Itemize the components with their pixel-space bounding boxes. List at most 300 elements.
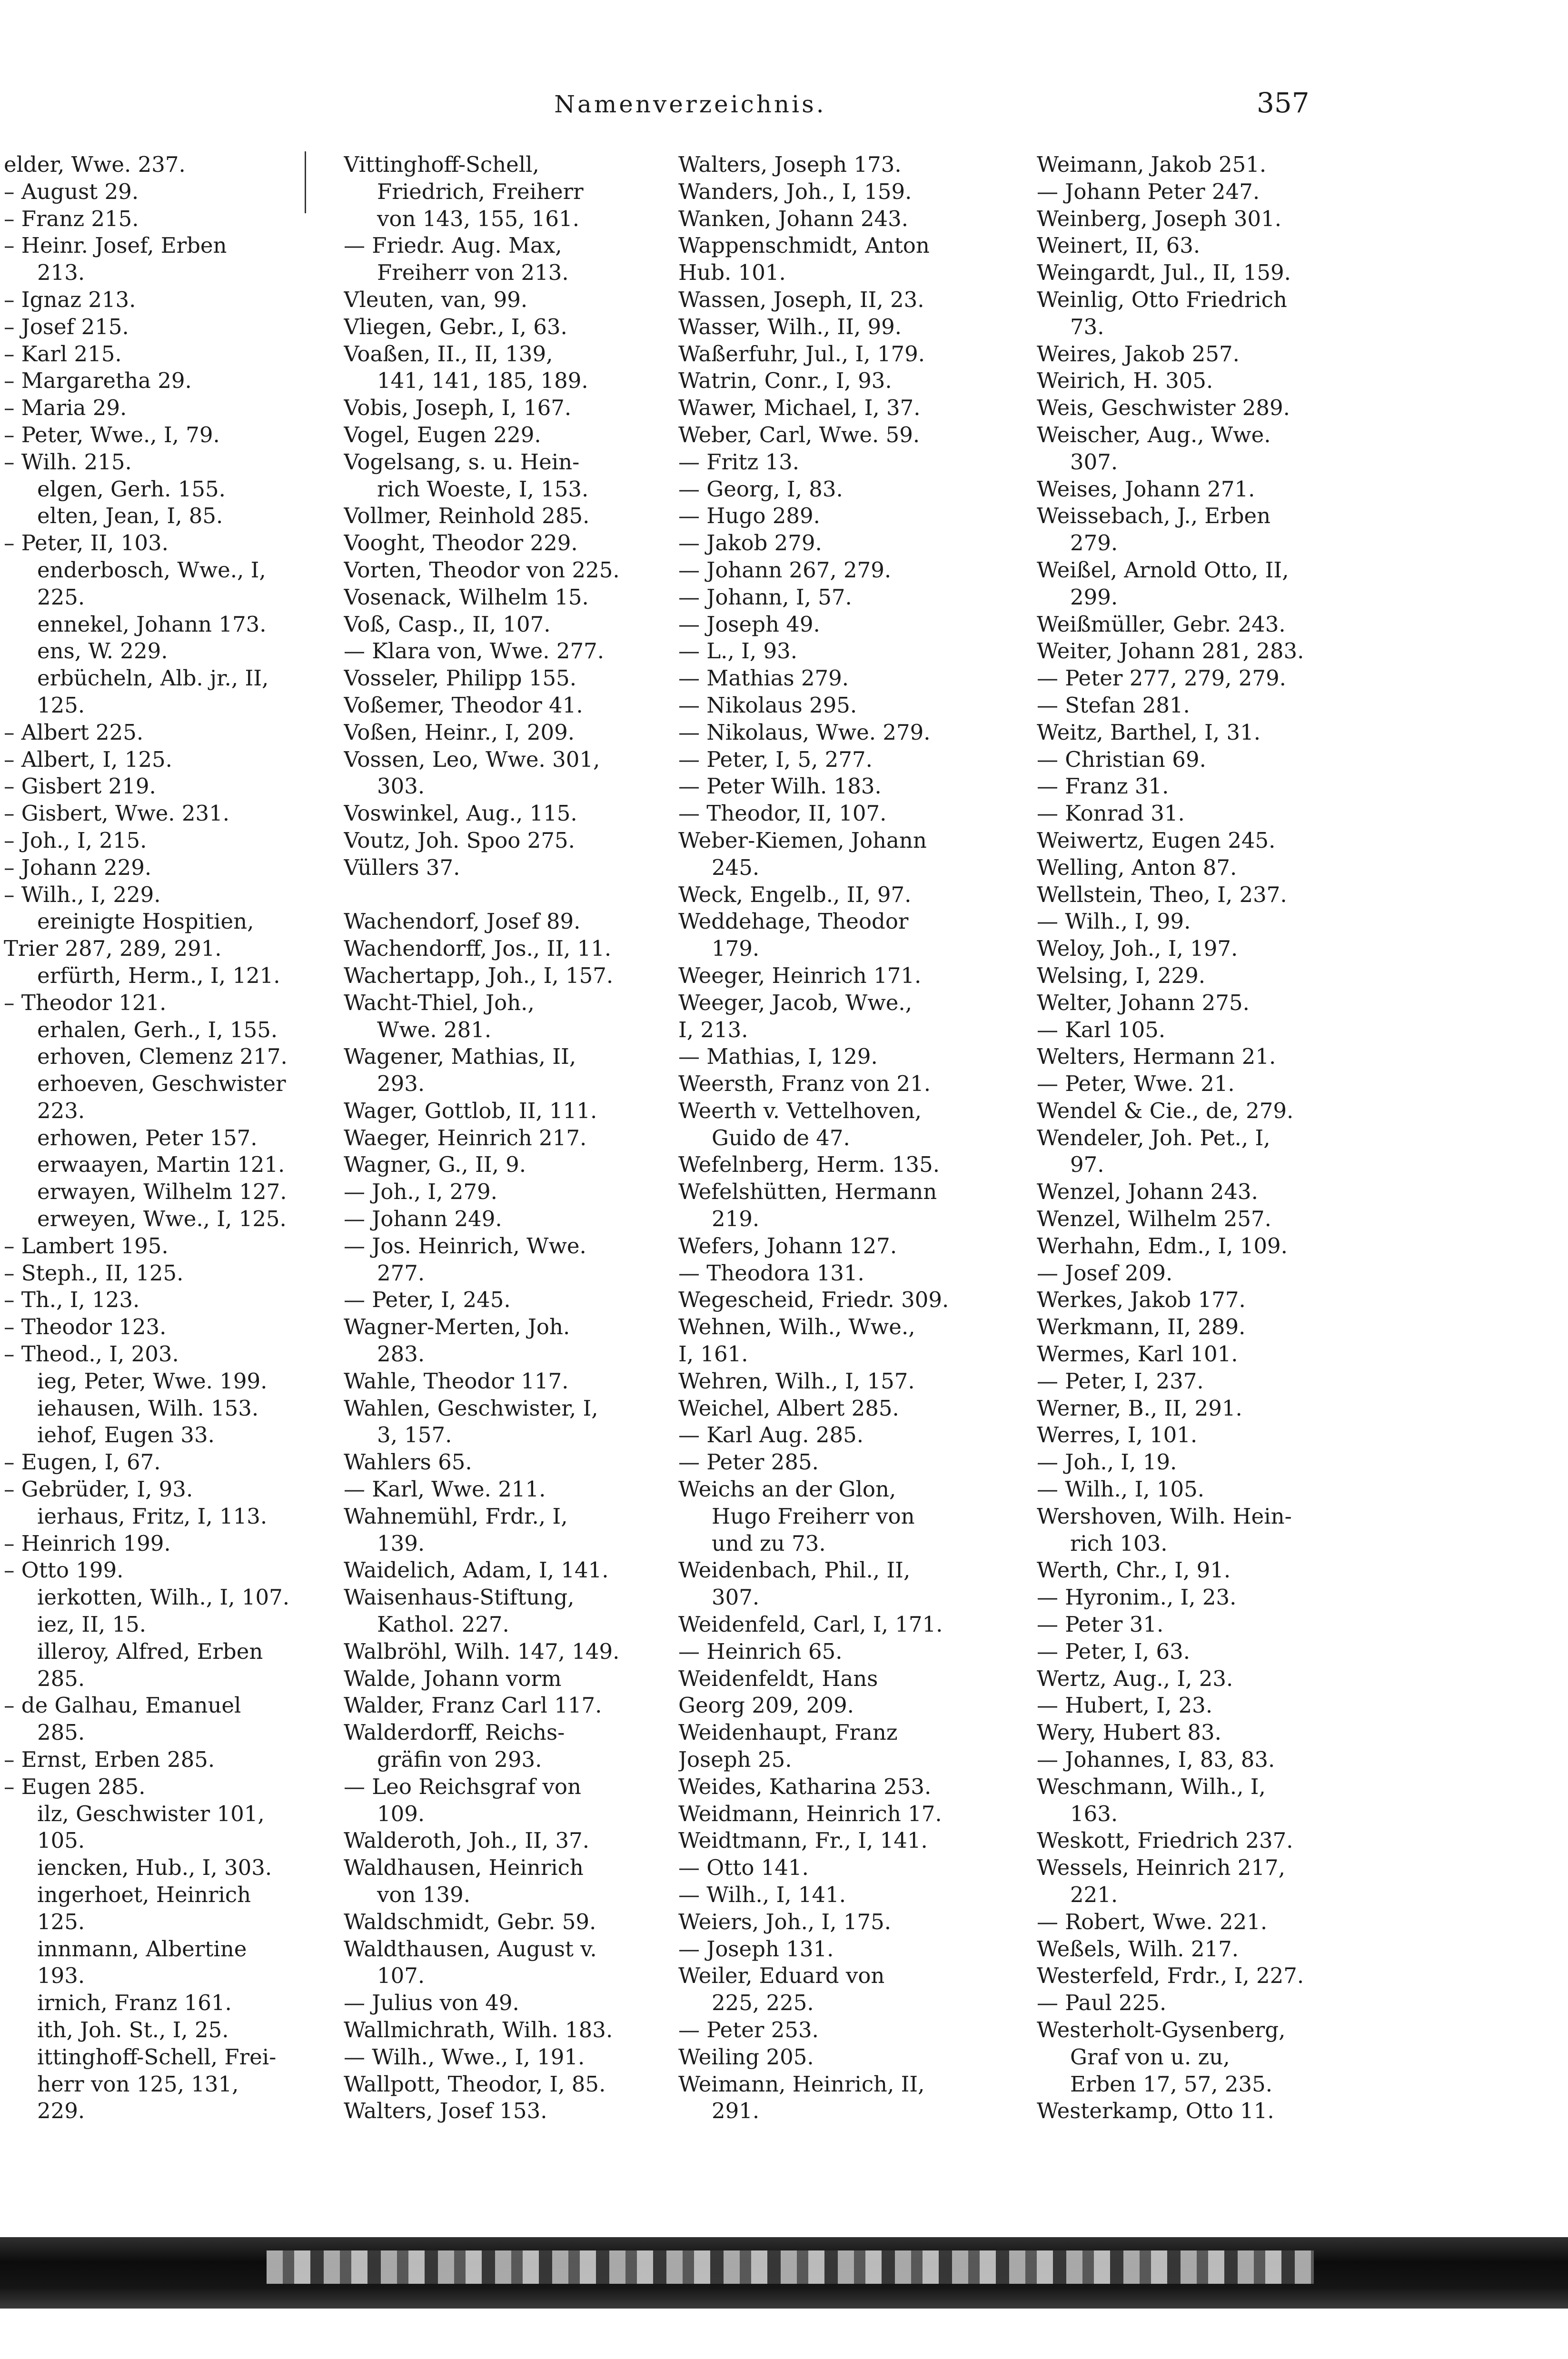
index-entry-line: Weiwertz, Eugen 245.: [1037, 827, 1276, 853]
index-entry-line: Westerholt-Gysenberg,: [1037, 2017, 1286, 2042]
index-entry-line: ingerhoet, Heinrich: [37, 1882, 251, 1907]
index-entry-line: 285.: [37, 1720, 85, 1745]
page-number: 357: [1257, 87, 1310, 119]
index-entry-line: — Nikolaus, Wwe. 279.: [678, 719, 931, 745]
index-entry-line: Hub. 101.: [678, 260, 786, 286]
index-entry-line: Wasser, Wilh., II, 99.: [678, 314, 902, 339]
index-entry-line: — Klara von, Wwe. 277.: [344, 638, 605, 664]
index-entry-line: Vittinghoff-Schell,: [344, 152, 539, 177]
index-entry-line: Vosseler, Philipp 155.: [344, 665, 577, 691]
index-entry-line: Georg 209, 209.: [678, 1693, 854, 1718]
page-title: Namenverzeichnis.: [554, 90, 826, 118]
index-entry-line: Wawer, Michael, I, 37.: [678, 395, 921, 421]
index-entry-line: ereinigte Hospitien,: [37, 909, 254, 934]
index-entry-line: — Hyronim., I, 23.: [1037, 1585, 1237, 1610]
index-entry-line: — Johann 267, 279.: [678, 557, 892, 583]
index-entry-line: – Josef 215.: [4, 314, 129, 339]
index-entry-line: Wahle, Theodor 117.: [344, 1368, 569, 1394]
index-entry-line: — Nikolaus 295.: [678, 692, 857, 718]
index-entry-line: — Leo Reichsgraf von: [344, 1774, 581, 1799]
index-entry-line: Friedrich, Freiherr: [377, 178, 584, 204]
index-entry-line: — Wilh., I, 105.: [1037, 1477, 1205, 1502]
index-entry-line: Weischer, Aug., Wwe.: [1037, 422, 1271, 447]
index-entry-line: – Heinrich 199.: [4, 1530, 171, 1556]
index-entry-line: erhoven, Clemenz 217.: [37, 1044, 288, 1070]
index-entry-line: Weissebach, J., Erben: [1037, 503, 1271, 529]
index-entry-line: Wanders, Joh., I, 159.: [678, 178, 912, 204]
index-entry-line: – Peter, II, 103.: [4, 530, 169, 556]
index-entry-line: Waldschmidt, Gebr. 59.: [344, 1909, 596, 1934]
index-entry-line: Wappenschmidt, Anton: [678, 233, 930, 258]
index-entry-line: Waidelich, Adam, I, 141.: [344, 1557, 609, 1583]
index-entry-line: Vorten, Theodor von 225.: [344, 557, 620, 583]
index-entry-line: — Joh., I, 279.: [344, 1179, 497, 1205]
index-entry-line: Watrin, Conr., I, 93.: [678, 368, 892, 394]
index-entry-line: Weises, Johann 271.: [1037, 476, 1255, 502]
index-entry-line: Wachendorff, Jos., II, 11.: [344, 936, 612, 961]
index-entry-line: 229.: [37, 2098, 85, 2124]
index-entry-line: 125.: [37, 1909, 85, 1934]
index-entry-line: — Peter, I, 237.: [1037, 1368, 1204, 1394]
index-entry-line: iehausen, Wilh. 153.: [37, 1395, 259, 1421]
index-entry-line: Wershoven, Wilh. Hein-: [1037, 1503, 1292, 1529]
index-entry-line: und zu 73.: [712, 1530, 826, 1556]
index-entry-line: Weides, Katharina 253.: [678, 1774, 932, 1799]
index-entry-line: illeroy, Alfred, Erben: [37, 1638, 263, 1664]
index-entry-line: Westerkamp, Otto 11.: [1037, 2098, 1274, 2124]
index-entry-line: – Wilh. 215.: [4, 449, 132, 475]
index-entry-line: – de Galhau, Emanuel: [4, 1693, 241, 1718]
index-entry-line: — Mathias, I, 129.: [678, 1044, 878, 1070]
index-entry-line: — Theodora 131.: [678, 1260, 864, 1286]
page-header: [0, 87, 1568, 133]
index-entry-line: — Konrad 31.: [1037, 801, 1185, 826]
index-entry-line: 221.: [1070, 1882, 1118, 1907]
index-entry-line: Weitz, Barthel, I, 31.: [1037, 719, 1261, 745]
index-entry-line: Wagener, Mathias, II,: [344, 1044, 576, 1070]
index-entry-line: innmann, Albertine: [37, 1936, 247, 1962]
index-entry-line: Wehren, Wilh., I, 157.: [678, 1368, 915, 1394]
index-entry-line: Wahlen, Geschwister, I,: [344, 1395, 598, 1421]
index-entry-line: Wery, Hubert 83.: [1037, 1720, 1221, 1745]
index-entry-line: Weidmann, Heinrich 17.: [678, 1801, 942, 1826]
index-entry-line: ennekel, Johann 173.: [37, 611, 267, 637]
index-entry-line: – Johann 229.: [4, 854, 152, 880]
index-entry-line: herr von 125, 131,: [37, 2071, 239, 2097]
index-entry-line: 193.: [37, 1963, 85, 1989]
index-entry-line: Walder, Franz Carl 117.: [344, 1693, 602, 1718]
index-entry-line: Wehnen, Wilh., Wwe.,: [678, 1314, 915, 1340]
index-entry-line: Vliegen, Gebr., I, 63.: [344, 314, 567, 339]
index-entry-line: — Fritz 13.: [678, 449, 800, 475]
index-entry-line: — Johann Peter 247.: [1037, 178, 1260, 204]
index-entry-line: Waisenhaus-Stiftung,: [344, 1585, 575, 1610]
index-entry-line: — Friedr. Aug. Max,: [344, 233, 562, 258]
index-entry-line: Werhahn, Edm., I, 109.: [1037, 1233, 1288, 1259]
index-entry-line: Vogelsang, s. u. Hein-: [344, 449, 580, 475]
index-entry-line: 291.: [712, 2098, 760, 2124]
index-entry-line: Werkmann, II, 289.: [1037, 1314, 1246, 1340]
index-entry-line: Wacht-Thiel, Joh.,: [344, 990, 535, 1015]
index-entry-line: Walderdorff, Reichs-: [344, 1720, 565, 1745]
index-entry-line: Vosenack, Wilhelm 15.: [344, 584, 589, 610]
index-entry-line: Welters, Hermann 21.: [1037, 1044, 1276, 1070]
index-entry-line: – Margaretha 29.: [4, 368, 192, 394]
index-entry-line: – Lambert 195.: [4, 1233, 169, 1259]
index-entry-line: Walderoth, Joh., II, 37.: [344, 1828, 590, 1854]
index-entry-line: Freiherr von 213.: [377, 260, 569, 286]
index-entry-line: Westerfeld, Frdr., I, 227.: [1037, 1963, 1304, 1989]
index-entry-line: Weddehage, Theodor: [678, 909, 909, 934]
index-entry-line: irnich, Franz 161.: [37, 1990, 232, 2016]
index-entry-line: 245.: [712, 854, 760, 880]
index-entry-line: Weinert, II, 63.: [1037, 233, 1201, 258]
index-entry-line: 225, 225.: [712, 1990, 814, 2016]
index-entry-line: 97.: [1070, 1152, 1104, 1178]
index-entry-line: Voßen, Heinr., I, 209.: [344, 719, 575, 745]
index-entry-line: Weißel, Arnold Otto, II,: [1037, 557, 1289, 583]
index-entry-line: rich 103.: [1070, 1530, 1168, 1556]
index-entry-line: Wanken, Johann 243.: [678, 206, 909, 231]
index-entry-line: Weires, Jakob 257.: [1037, 341, 1240, 367]
index-entry-line: — Robert, Wwe. 221.: [1037, 1909, 1268, 1934]
index-entry-line: Vobis, Joseph, I, 167.: [344, 395, 572, 421]
index-entry-line: Weichs an der Glon,: [678, 1477, 896, 1502]
index-entry-line: Weschmann, Wilh., I,: [1037, 1774, 1266, 1799]
index-entry-line: Welter, Johann 275.: [1037, 990, 1250, 1015]
index-entry-line: 125.: [37, 692, 85, 718]
index-entry-line: Walbröhl, Wilh. 147, 149.: [344, 1638, 620, 1664]
index-entry-line: – Eugen 285.: [4, 1774, 146, 1799]
index-entry-line: Weinlig, Otto Friedrich: [1037, 287, 1287, 312]
index-entry-line: Werkes, Jakob 177.: [1037, 1287, 1246, 1313]
index-entry-line: — Joh., I, 19.: [1037, 1449, 1177, 1475]
index-entry-line: von 143, 155, 161.: [377, 206, 579, 231]
index-entry-line: Vossen, Leo, Wwe. 301,: [344, 746, 600, 772]
index-entry-line: Weirich, H. 305.: [1037, 368, 1213, 394]
index-entry-line: Vogel, Eugen 229.: [344, 422, 541, 447]
index-entry-line: Walters, Josef 153.: [344, 2098, 547, 2124]
index-entry-line: – Gisbert, Wwe. 231.: [4, 801, 230, 826]
index-entry-line: Weimann, Jakob 251.: [1037, 152, 1267, 177]
index-entry-line: — Christian 69.: [1037, 746, 1206, 772]
index-entry-line: — Stefan 281.: [1037, 692, 1190, 718]
index-entry-line: 279.: [1070, 530, 1118, 556]
index-entry-line: Wallpott, Theodor, I, 85.: [344, 2071, 606, 2097]
index-entry-line: — Peter, I, 245.: [344, 1287, 511, 1313]
index-entry-line: Weidenhaupt, Franz: [678, 1720, 898, 1745]
index-entry-line: Weßels, Wilh. 217.: [1037, 1936, 1239, 1962]
index-entry-line: Kathol. 227.: [377, 1612, 509, 1637]
index-entry-line: 139.: [377, 1530, 425, 1556]
index-entry-line: ens, W. 229.: [37, 638, 168, 664]
index-entry-line: – Otto 199.: [4, 1557, 124, 1583]
index-entry-line: Weiling 205.: [678, 2044, 814, 2070]
index-entry-line: Weloy, Joh., I, 197.: [1037, 936, 1238, 961]
index-entry-line: Welling, Anton 87.: [1037, 854, 1237, 880]
index-entry-line: I, 161.: [678, 1341, 748, 1367]
index-entry-line: enderbosch, Wwe., I,: [37, 557, 266, 583]
index-entry-line: Weber-Kiemen, Johann: [678, 827, 927, 853]
index-entry-line: 179.: [712, 936, 760, 961]
index-entry-line: Wermes, Karl 101.: [1037, 1341, 1238, 1367]
index-entry-line: elten, Jean, I, 85.: [37, 503, 223, 529]
index-entry-line: erhalen, Gerh., I, 155.: [37, 1017, 278, 1042]
index-column-3: [678, 151, 988, 2151]
index-entry-line: 107.: [377, 1963, 425, 1989]
index-entry-line: Weidenfeldt, Hans: [678, 1665, 878, 1691]
index-entry-line: Waeger, Heinrich 217.: [344, 1125, 587, 1150]
index-entry-line: Werres, I, 101.: [1037, 1422, 1198, 1448]
index-entry-line: Wachendorf, Josef 89.: [344, 909, 581, 934]
index-entry-line: — Peter 253.: [678, 2017, 819, 2042]
index-entry-line: — Karl Aug. 285.: [678, 1422, 864, 1448]
index-entry-line: Vollmer, Reinhold 285.: [344, 503, 590, 529]
index-entry-line: — Peter, Wwe. 21.: [1037, 1071, 1235, 1097]
index-entry-line: 105.: [37, 1828, 85, 1854]
index-entry-line: 109.: [377, 1801, 425, 1826]
index-entry-line: Voswinkel, Aug., 115.: [344, 801, 577, 826]
index-entry-line: Graf von u. zu,: [1070, 2044, 1230, 2070]
index-entry-line: 303.: [377, 773, 425, 799]
index-entry-line: — Jos. Heinrich, Wwe.: [344, 1233, 586, 1259]
index-column-4: [1037, 151, 1370, 2151]
index-entry-line: Waldhausen, Heinrich: [344, 1855, 584, 1881]
index-entry-line: — Peter 277, 279, 279.: [1037, 665, 1286, 691]
index-entry-line: — Peter 31.: [1037, 1612, 1164, 1637]
index-entry-line: — Peter, I, 5, 277.: [678, 746, 873, 772]
index-entry-line: – Wilh., I, 229.: [4, 882, 161, 907]
index-entry-line: Weidenbach, Phil., II,: [678, 1557, 911, 1583]
index-entry-line: 73.: [1070, 314, 1104, 339]
index-entry-line: – Joh., I, 215.: [4, 827, 147, 853]
index-entry-line: Weichel, Albert 285.: [678, 1395, 899, 1421]
index-entry-line: 3, 157.: [377, 1422, 452, 1448]
index-entry-line: Weber, Carl, Wwe. 59.: [678, 422, 920, 447]
index-entry-line: Wenzel, Johann 243.: [1037, 1179, 1258, 1205]
index-entry-line: — Josef 209.: [1037, 1260, 1173, 1286]
index-entry-line: Wagner, G., II, 9.: [344, 1152, 526, 1178]
index-entry-line: Weißmüller, Gebr. 243.: [1037, 611, 1286, 637]
index-entry-line: 213.: [37, 260, 85, 286]
index-entry-line: rich Woeste, I, 153.: [377, 476, 589, 502]
index-entry-line: elgen, Gerh. 155.: [37, 476, 226, 502]
index-entry-line: 163.: [1070, 1801, 1118, 1826]
index-entry-line: Voßemer, Theodor 41.: [344, 692, 583, 718]
index-entry-line: Walde, Johann vorm: [344, 1665, 562, 1691]
index-entry-line: 141, 141, 185, 189.: [377, 368, 588, 394]
index-entry-line: Weinberg, Joseph 301.: [1037, 206, 1282, 231]
index-entry-line: erhowen, Peter 157.: [37, 1125, 258, 1150]
index-entry-line: Weingardt, Jul., II, 159.: [1037, 260, 1291, 286]
index-entry-line: erhoeven, Geschwister: [37, 1071, 286, 1097]
index-entry-line: – Albert 225.: [4, 719, 144, 745]
index-entry-line: – Peter, Wwe., I, 79.: [4, 422, 220, 447]
index-entry-line: — Johannes, I, 83, 83.: [1037, 1747, 1275, 1773]
index-entry-line: Hugo Freiherr von: [712, 1503, 915, 1529]
scan-edge-strip: [267, 2250, 1314, 2284]
index-entry-line: Wefers, Johann 127.: [678, 1233, 897, 1259]
index-entry-line: — Peter Wilh. 183.: [678, 773, 882, 799]
index-entry-line: Weimann, Heinrich, II,: [678, 2071, 925, 2097]
index-entry-line: ieg, Peter, Wwe. 199.: [37, 1368, 268, 1394]
index-entry-line: Wessels, Heinrich 217,: [1037, 1855, 1285, 1881]
index-entry-line: – August 29.: [4, 178, 139, 204]
index-entry-line: – Ignaz 213.: [4, 287, 136, 312]
index-entry-line: — Joseph 49.: [678, 611, 820, 637]
index-entry-line: — Theodor, II, 107.: [678, 801, 887, 826]
index-entry-line: – Gebrüder, I, 93.: [4, 1477, 193, 1502]
index-entry-line: gräfin von 293.: [377, 1747, 542, 1773]
index-entry-line: erbücheln, Alb. jr., II,: [37, 665, 269, 691]
index-entry-line: Weiter, Johann 281, 283.: [1037, 638, 1304, 664]
index-entry-line: von 139.: [377, 1882, 470, 1907]
index-entry-line: – Theod., I, 203.: [4, 1341, 179, 1367]
index-entry-line: Vleuten, van, 99.: [344, 287, 528, 312]
index-entry-line: — Peter 285.: [678, 1449, 819, 1475]
index-entry-line: — Wilh., I, 141.: [678, 1882, 846, 1907]
index-entry-line: ith, Joh. St., I, 25.: [37, 2017, 229, 2042]
index-entry-line: – Theodor 123.: [4, 1314, 167, 1340]
index-entry-line: – Th., I, 123.: [4, 1287, 140, 1313]
index-entry-line: 307.: [1070, 449, 1118, 475]
index-entry-line: Weeger, Heinrich 171.: [678, 962, 922, 988]
index-entry-line: – Heinr. Josef, Erben: [4, 233, 227, 258]
index-entry-line: [344, 882, 653, 909]
index-entry-line: I, 213.: [678, 1017, 748, 1042]
index-entry-line: ilz, Geschwister 101,: [37, 1801, 265, 1826]
index-entry-line: Walters, Joseph 173.: [678, 152, 902, 177]
index-entry-line: Weeger, Jacob, Wwe.,: [678, 990, 913, 1015]
index-entry-line: Weiler, Eduard von: [678, 1963, 885, 1989]
index-entry-line: 277.: [377, 1260, 425, 1286]
index-entry-line: Wachertapp, Joh., I, 157.: [344, 962, 614, 988]
index-entry-line: erwayen, Wilhelm 127.: [37, 1179, 287, 1205]
index-entry-line: Guido de 47.: [712, 1125, 850, 1150]
index-entry-line: Weiers, Joh., I, 175.: [678, 1909, 892, 1934]
index-entry-line: Voß, Casp., II, 107.: [344, 611, 551, 637]
index-entry-line: — Johann, I, 57.: [678, 584, 852, 610]
index-column-1: [4, 151, 308, 2151]
index-entry-line: – Ernst, Erben 285.: [4, 1747, 215, 1773]
index-entry-line: 307.: [712, 1585, 760, 1610]
index-entry-line: Voutz, Joh. Spoo 275.: [344, 827, 575, 853]
index-entry-line: Weersth, Franz von 21.: [678, 1071, 931, 1097]
index-entry-line: Wendel & Cie., de, 279.: [1037, 1098, 1294, 1123]
index-entry-line: – Franz 215.: [4, 206, 139, 231]
index-entry-line: — Georg, I, 83.: [678, 476, 843, 502]
index-entry-line: – Albert, I, 125.: [4, 746, 172, 772]
index-entry-line: Weidenfeld, Carl, I, 171.: [678, 1612, 943, 1637]
index-entry-line: Vüllers 37.: [344, 854, 460, 880]
index-entry-line: Weerth v. Vettelhoven,: [678, 1098, 922, 1123]
index-entry-line: Wefelnberg, Herm. 135.: [678, 1152, 940, 1178]
index-entry-line: iencken, Hub., I, 303.: [37, 1855, 272, 1881]
index-entry-line: — Mathias 279.: [678, 665, 849, 691]
index-entry-line: Wallmichrath, Wilh. 183.: [344, 2017, 613, 2042]
index-entry-line: – Maria 29.: [4, 395, 127, 421]
index-entry-line: erfürth, Herm., I, 121.: [37, 962, 280, 988]
index-entry-line: 299.: [1070, 584, 1118, 610]
index-entry-line: Wahlers 65.: [344, 1449, 472, 1475]
index-entry-line: — Peter, I, 63.: [1037, 1638, 1191, 1664]
index-entry-line: — Hugo 289.: [678, 503, 820, 529]
index-entry-line: 283.: [377, 1341, 425, 1367]
index-entry-line: erwaayen, Martin 121.: [37, 1152, 285, 1178]
index-entry-line: Weidtmann, Fr., I, 141.: [678, 1828, 928, 1854]
index-entry-line: — Karl 105.: [1037, 1017, 1166, 1042]
index-entry-line: ierkotten, Wilh., I, 107.: [37, 1585, 290, 1610]
index-entry-line: Weis, Geschwister 289.: [1037, 395, 1290, 421]
index-entry-line: ierhaus, Fritz, I, 113.: [37, 1503, 268, 1529]
index-entry-line: Werth, Chr., I, 91.: [1037, 1557, 1231, 1583]
index-entry-line: Erben 17, 57, 235.: [1070, 2071, 1273, 2097]
index-entry-line: 223.: [37, 1098, 85, 1123]
index-entry-line: — Karl, Wwe. 211.: [344, 1477, 546, 1502]
index-entry-line: Joseph 25.: [678, 1747, 792, 1773]
index-entry-line: — Otto 141.: [678, 1855, 809, 1881]
index-entry-line: Waldthausen, August v.: [344, 1936, 597, 1962]
index-entry-line: Wefelshütten, Hermann: [678, 1179, 937, 1205]
index-entry-line: — Julius von 49.: [344, 1990, 519, 2016]
index-entry-line: 285.: [37, 1665, 85, 1691]
index-entry-line: Waßerfuhr, Jul., I, 179.: [678, 341, 925, 367]
index-entry-line: Wegescheid, Friedr. 309.: [678, 1287, 949, 1313]
index-entry-line: 293.: [377, 1071, 425, 1097]
index-entry-line: iez, II, 15.: [37, 1612, 147, 1637]
index-entry-line: Trier 287, 289, 291.: [4, 936, 222, 961]
index-entry-line: Wertz, Aug., I, 23.: [1037, 1665, 1233, 1691]
index-entry-line: — Joseph 131.: [678, 1936, 834, 1962]
index-entry-line: – Eugen, I, 67.: [4, 1449, 161, 1475]
index-entry-line: Wager, Gottlob, II, 111.: [344, 1098, 597, 1123]
index-entry-line: — Hubert, I, 23.: [1037, 1693, 1213, 1718]
index-entry-line: Wassen, Joseph, II, 23.: [678, 287, 924, 312]
index-entry-line: Wwe. 281.: [377, 1017, 492, 1042]
index-entry-line: elder, Wwe. 237.: [4, 152, 186, 177]
index-entry-line: — Paul 225.: [1037, 1990, 1167, 2016]
index-entry-line: Werner, B., II, 291.: [1037, 1395, 1242, 1421]
index-entry-line: 219.: [712, 1206, 760, 1232]
index-entry-line: Wellstein, Theo, I, 237.: [1037, 882, 1287, 907]
index-entry-line: erweyen, Wwe., I, 125.: [37, 1206, 287, 1232]
index-entry-line: — Wilh., I, 99.: [1037, 909, 1191, 934]
index-entry-line: — Wilh., Wwe., I, 191.: [344, 2044, 585, 2070]
index-entry-line: Welsing, I, 229.: [1037, 962, 1206, 988]
index-entry-line: – Gisbert 219.: [4, 773, 156, 799]
index-column-2: [344, 151, 653, 2151]
index-entry-line: Wahnemühl, Frdr., I,: [344, 1503, 568, 1529]
index-entry-line: – Theodor 121.: [4, 990, 167, 1015]
index-entry-line: Wendeler, Joh. Pet., I,: [1037, 1125, 1270, 1150]
index-entry-line: Wagner-Merten, Joh.: [344, 1314, 570, 1340]
index-entry-line: — Heinrich 65.: [678, 1638, 843, 1664]
index-entry-line: Wenzel, Wilhelm 257.: [1037, 1206, 1271, 1232]
index-entry-line: — Franz 31.: [1037, 773, 1169, 799]
index-entry-line: — Jakob 279.: [678, 530, 822, 556]
index-entry-line: iehof, Eugen 33.: [37, 1422, 215, 1448]
index-entry-line: Voaßen, II., II, 139,: [344, 341, 553, 367]
index-entry-line: – Steph., II, 125.: [4, 1260, 184, 1286]
index-entry-line: Weck, Engelb., II, 97.: [678, 882, 912, 907]
index-entry-line: Vooght, Theodor 229.: [344, 530, 578, 556]
index-entry-line: — L., I, 93.: [678, 638, 798, 664]
index-entry-line: ittinghoff-Schell, Frei-: [37, 2044, 277, 2070]
index-entry-line: – Karl 215.: [4, 341, 122, 367]
index-entry-line: — Johann 249.: [344, 1206, 502, 1232]
index-entry-line: Weskott, Friedrich 237.: [1037, 1828, 1293, 1854]
index-entry-line: 225.: [37, 584, 85, 610]
